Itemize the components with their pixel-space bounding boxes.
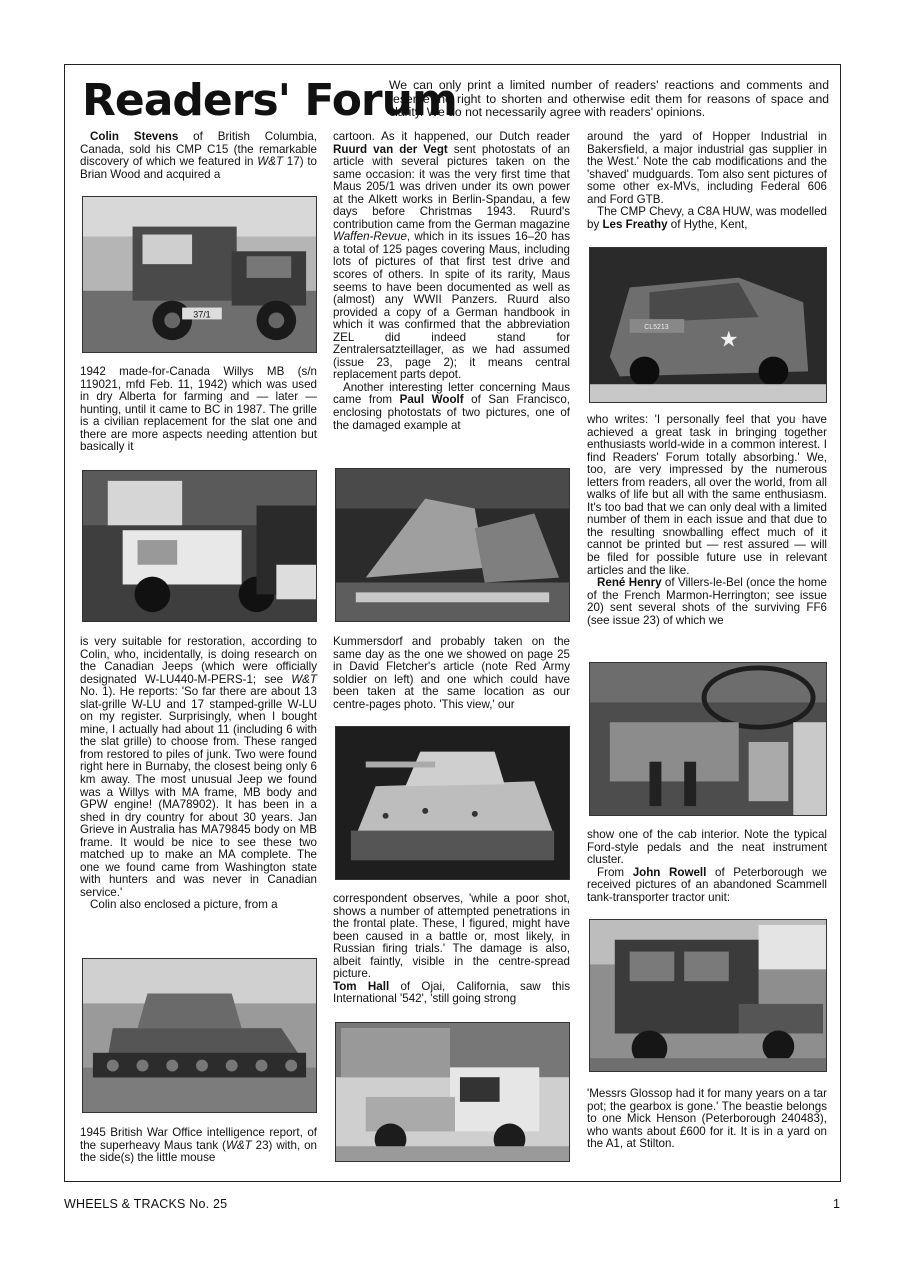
page-title: Readers' Forum [82,75,457,126]
col1-para2: 1942 made-for-Canada Willys MB (s/n 119021, mfd Feb. 11, 1942) which was used in dry Alberta for farming and — later — hunting, until it came to BC in 1987. The grille is a civilian replacement for the slat one and there are more aspects needing attention but basically it [80,365,317,454]
col2-para1: cartoon. As it happened, our Dutch reader Ruurd van der Vegt sent photostats of an article with several pictures taken on the same occasion: it was the very first time that Maus 205/1 was driven under its own power at the Alkett works in Berlin-Spandau, a few days before Christmas 1943. Ruurd's contribution came from the German magazine Waffen-Revue, which in its issues 16–20 has a total of 125 pages covering Maus, including lots of pictures of that first test drive and scores of others. In spite of its rarity, Maus seems to have been documented as well as (almost) any WWII Panzers. Ruurd also provided a copy of a German handbook in which it was confirmed that the abbreviation ZEL did indeed stand for Zentralersatzteillager, as we had assumed (issue 23, page 2); it means central replacement parts depot. Another interesting letter concerning Maus came from Paul Woolf of San Francisco, enclosing photostats of two pictures, one of the damaged example at [333,130,571,432]
intro-note: We can only print a limited number of readers' reactions and comments and reserve the right to shorten and otherwise edit them for reasons of space and clarity. We do not necessarily agree with readers' opinions. [389,78,829,119]
page-number: 1 [833,1197,840,1211]
photo-damaged-maus [335,468,570,622]
photo-scammell-tractor [589,919,827,1072]
photo-cmp-truck [82,196,317,353]
footer-publication: WHEELS & TRACKS No. 25 [64,1197,228,1211]
model-plate: CL5213 [644,323,669,331]
photo-willys-jeep [82,470,317,622]
photo-ff6-cab-interior [589,662,827,816]
photo-international-truck [335,1022,570,1162]
col2-para3: Kummersdorf and probably taken on the same day as the one we showed on page 25 in David Fletcher's article (note Red Army soldier on left) and one which could have been taken at the same location as our centre-pages photo. 'This view,' our [333,635,570,711]
col3-para3: who writes: 'I personally feel that you have achieved a great task in bringing together enthusiasts world-wide in a common interest. I find Readers' Forum totally absorbing.' We, too, are very impressed by the numerous letters from readers, all over the world, from all walks of life but all with the same enthusiasm. It's too bad that we can only deal with a limited number of them in each issue and that due to the resulting snowballing effect much of it cannot be printed but — rest assured — will be filed for possible future use in relevant articles and the like. René Henry of Villers-le-Bel (once the home of the French Marmon-Herrington; see issue 20) sent several shots of the surviving FF6 (see issue 23) of which we [587,413,827,627]
col1-para3: is very suitable for restoration, according to Colin, who, incidentally, is doing research on the Canadian Jeeps (which were officially designated W-LU440-M-PERS-1; see W&T No. 1). He reports: 'So far there are about 13 slat-grille W-LU and 17 stamped-grille W-LU on my register. Surprisingly, when I bought mine, I actually had about 11 (including 6 with the slat grille) to choose from. These ranged from restored to piles of junk. Two were found right here in Burnaby, the closest being only 6 km away. The most unusual Jeep we found was a Willys with MA frame, MB body and GPW engine! (MA78902). It has been in a shed in dry country for about 30 years. Jan Grieve in Australia has MA79845 body on MB frame. It would be nice to see these two matched up to make an MA complete. The one we found came from Washington state with hunters and was never in Canadian service.' Colin also enclosed a picture, from a [80,635,317,912]
col3-para7: 'Messrs Glossop had it for many years on a tar pot; the gearbox is gone.' The beastie belongs to one Mick Henson (Peterborough 240483), who wants about £600 for it. It is in a yard on the A1, at Stilton. [587,1087,827,1151]
plate-number: 37/1 [193,309,211,320]
photo-maus-tank [82,958,317,1113]
col1-para1: Colin Stevens of British Columbia, Canada, sold his CMP C15 (the remarkable discovery of which we featured in W&T 17) to Brian Wood and acquired a [80,130,317,181]
col3-para5: show one of the cab interior. Note the typical Ford-style pedals and the neat instrument cluster. From John Rowell of Peterborough we received pictures of an abandoned Scammell tank-transporter tractor unit: [587,828,827,904]
author-name: Colin Stevens [90,130,179,143]
photo-maus-frontal [335,726,570,880]
col3-para1: around the yard of Hopper Industrial in Bakersfield, a major industrial gas supplier in the West.' Note the cab modifications and the 'shaved' mudguards. Tom also sent pictures of some other ex-MVs, including Federal 606 and Ford GTB. The CMP Chevy, a C8A HUW, was modelled by Les Freathy of Hythe, Kent, [587,130,827,231]
col2-para4: correspondent observes, 'while a poor shot, shows a number of attempted penetrations in the frontal plate. These, I figured, might have been caused in a battle or, most likely, in Russian firing trials.' The damage is also, albeit faintly, visible in the centre-spread picture. Tom Hall of Ojai, California, saw this International '542', 'still going strong [333,892,570,1006]
photo-cmp-model [589,247,827,403]
col1-para5: 1945 British War Office intelligence report, of the superheavy Maus tank (W&T 23) with, on the side(s) the little mouse [80,1126,318,1165]
star-icon: ★ [719,327,739,353]
